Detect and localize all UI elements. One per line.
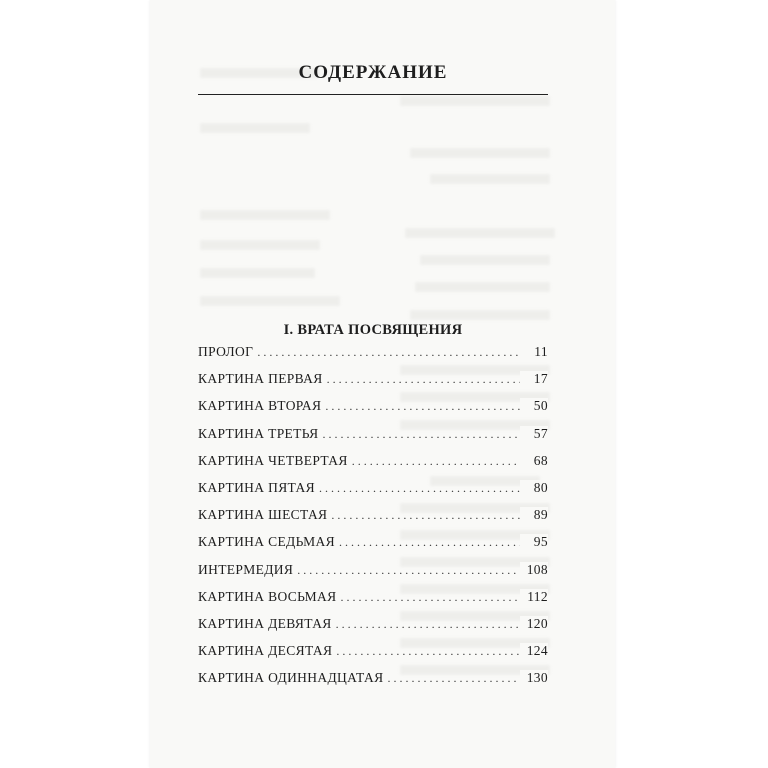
toc-entry-scene-5[interactable] — [198, 480, 548, 507]
toc-entry-scene-3[interactable] — [198, 426, 548, 453]
toc-entry-page: 80 — [520, 480, 548, 496]
dot-leader — [327, 372, 520, 387]
dot-leader — [339, 535, 520, 550]
toc-entry-page: 17 — [520, 371, 548, 387]
toc-entry-prologue[interactable] — [198, 344, 548, 371]
section-title: I. ВРАТА ПОСВЯЩЕНИЯ — [283, 322, 463, 338]
toc-entry-scene-6[interactable] — [198, 507, 548, 534]
toc-heading: СОДЕРЖАНИЕ — [298, 62, 448, 83]
dot-leader — [257, 345, 520, 360]
dot-leader — [352, 454, 520, 469]
toc-entry-title: КАРТИНА ВОСЬМАЯ — [198, 589, 340, 605]
dot-leader — [297, 563, 520, 578]
toc-entry-scene-11[interactable] — [198, 670, 548, 697]
dot-leader — [340, 590, 520, 605]
book-page — [150, 0, 615, 768]
toc-entry-title: КАРТИНА ШЕСТАЯ — [198, 507, 331, 523]
toc-entry-page: 124 — [520, 643, 548, 659]
toc-entry-title: КАРТИНА ОДИННАДЦАТАЯ — [198, 670, 387, 686]
toc-entry-scene-9[interactable] — [198, 616, 548, 643]
toc-entry-page: 11 — [520, 344, 548, 360]
dot-leader — [322, 427, 520, 442]
dot-leader — [325, 399, 520, 414]
toc-entry-title: КАРТИНА СЕДЬМАЯ — [198, 534, 339, 550]
toc-entry-page: 112 — [520, 589, 548, 605]
toc-entry-page: 50 — [520, 398, 548, 414]
heading-rule — [198, 94, 548, 95]
toc-entry-title: КАРТИНА ПЯТАЯ — [198, 480, 319, 496]
toc-entry-page: 120 — [520, 616, 548, 632]
toc-entry-scene-2[interactable] — [198, 398, 548, 425]
toc-entry-page: 68 — [520, 453, 548, 469]
toc-entry-scene-8[interactable] — [198, 589, 548, 616]
toc-entry-scene-1[interactable] — [198, 371, 548, 398]
toc-entry-page: 95 — [520, 534, 548, 550]
toc-entry-title: ИНТЕРМЕДИЯ — [198, 562, 297, 578]
toc-entry-title: КАРТИНА ВТОРАЯ — [198, 398, 325, 414]
toc-entry-title: ПРОЛОГ — [198, 344, 257, 360]
toc-entry-scene-7[interactable] — [198, 534, 548, 561]
toc-entry-intermezzo[interactable] — [198, 562, 548, 589]
toc-list — [198, 344, 548, 697]
toc-entry-title: КАРТИНА ДЕСЯТАЯ — [198, 643, 336, 659]
toc-entry-title: КАРТИНА ТРЕТЬЯ — [198, 426, 322, 442]
dot-leader — [387, 671, 520, 686]
dot-leader — [331, 508, 520, 523]
toc-entry-page: 89 — [520, 507, 548, 523]
toc-entry-title: КАРТИНА ЧЕТВЕРТАЯ — [198, 453, 352, 469]
toc-entry-page: 57 — [520, 426, 548, 442]
toc-entry-page: 108 — [520, 562, 548, 578]
dot-leader — [336, 644, 520, 659]
toc-entry-title: КАРТИНА ПЕРВАЯ — [198, 371, 327, 387]
dot-leader — [336, 617, 520, 632]
toc-entry-title: КАРТИНА ДЕВЯТАЯ — [198, 616, 336, 632]
dot-leader — [319, 481, 520, 496]
toc-entry-page: 130 — [520, 670, 548, 686]
toc-entry-scene-10[interactable] — [198, 643, 548, 670]
toc-entry-scene-4[interactable] — [198, 453, 548, 480]
